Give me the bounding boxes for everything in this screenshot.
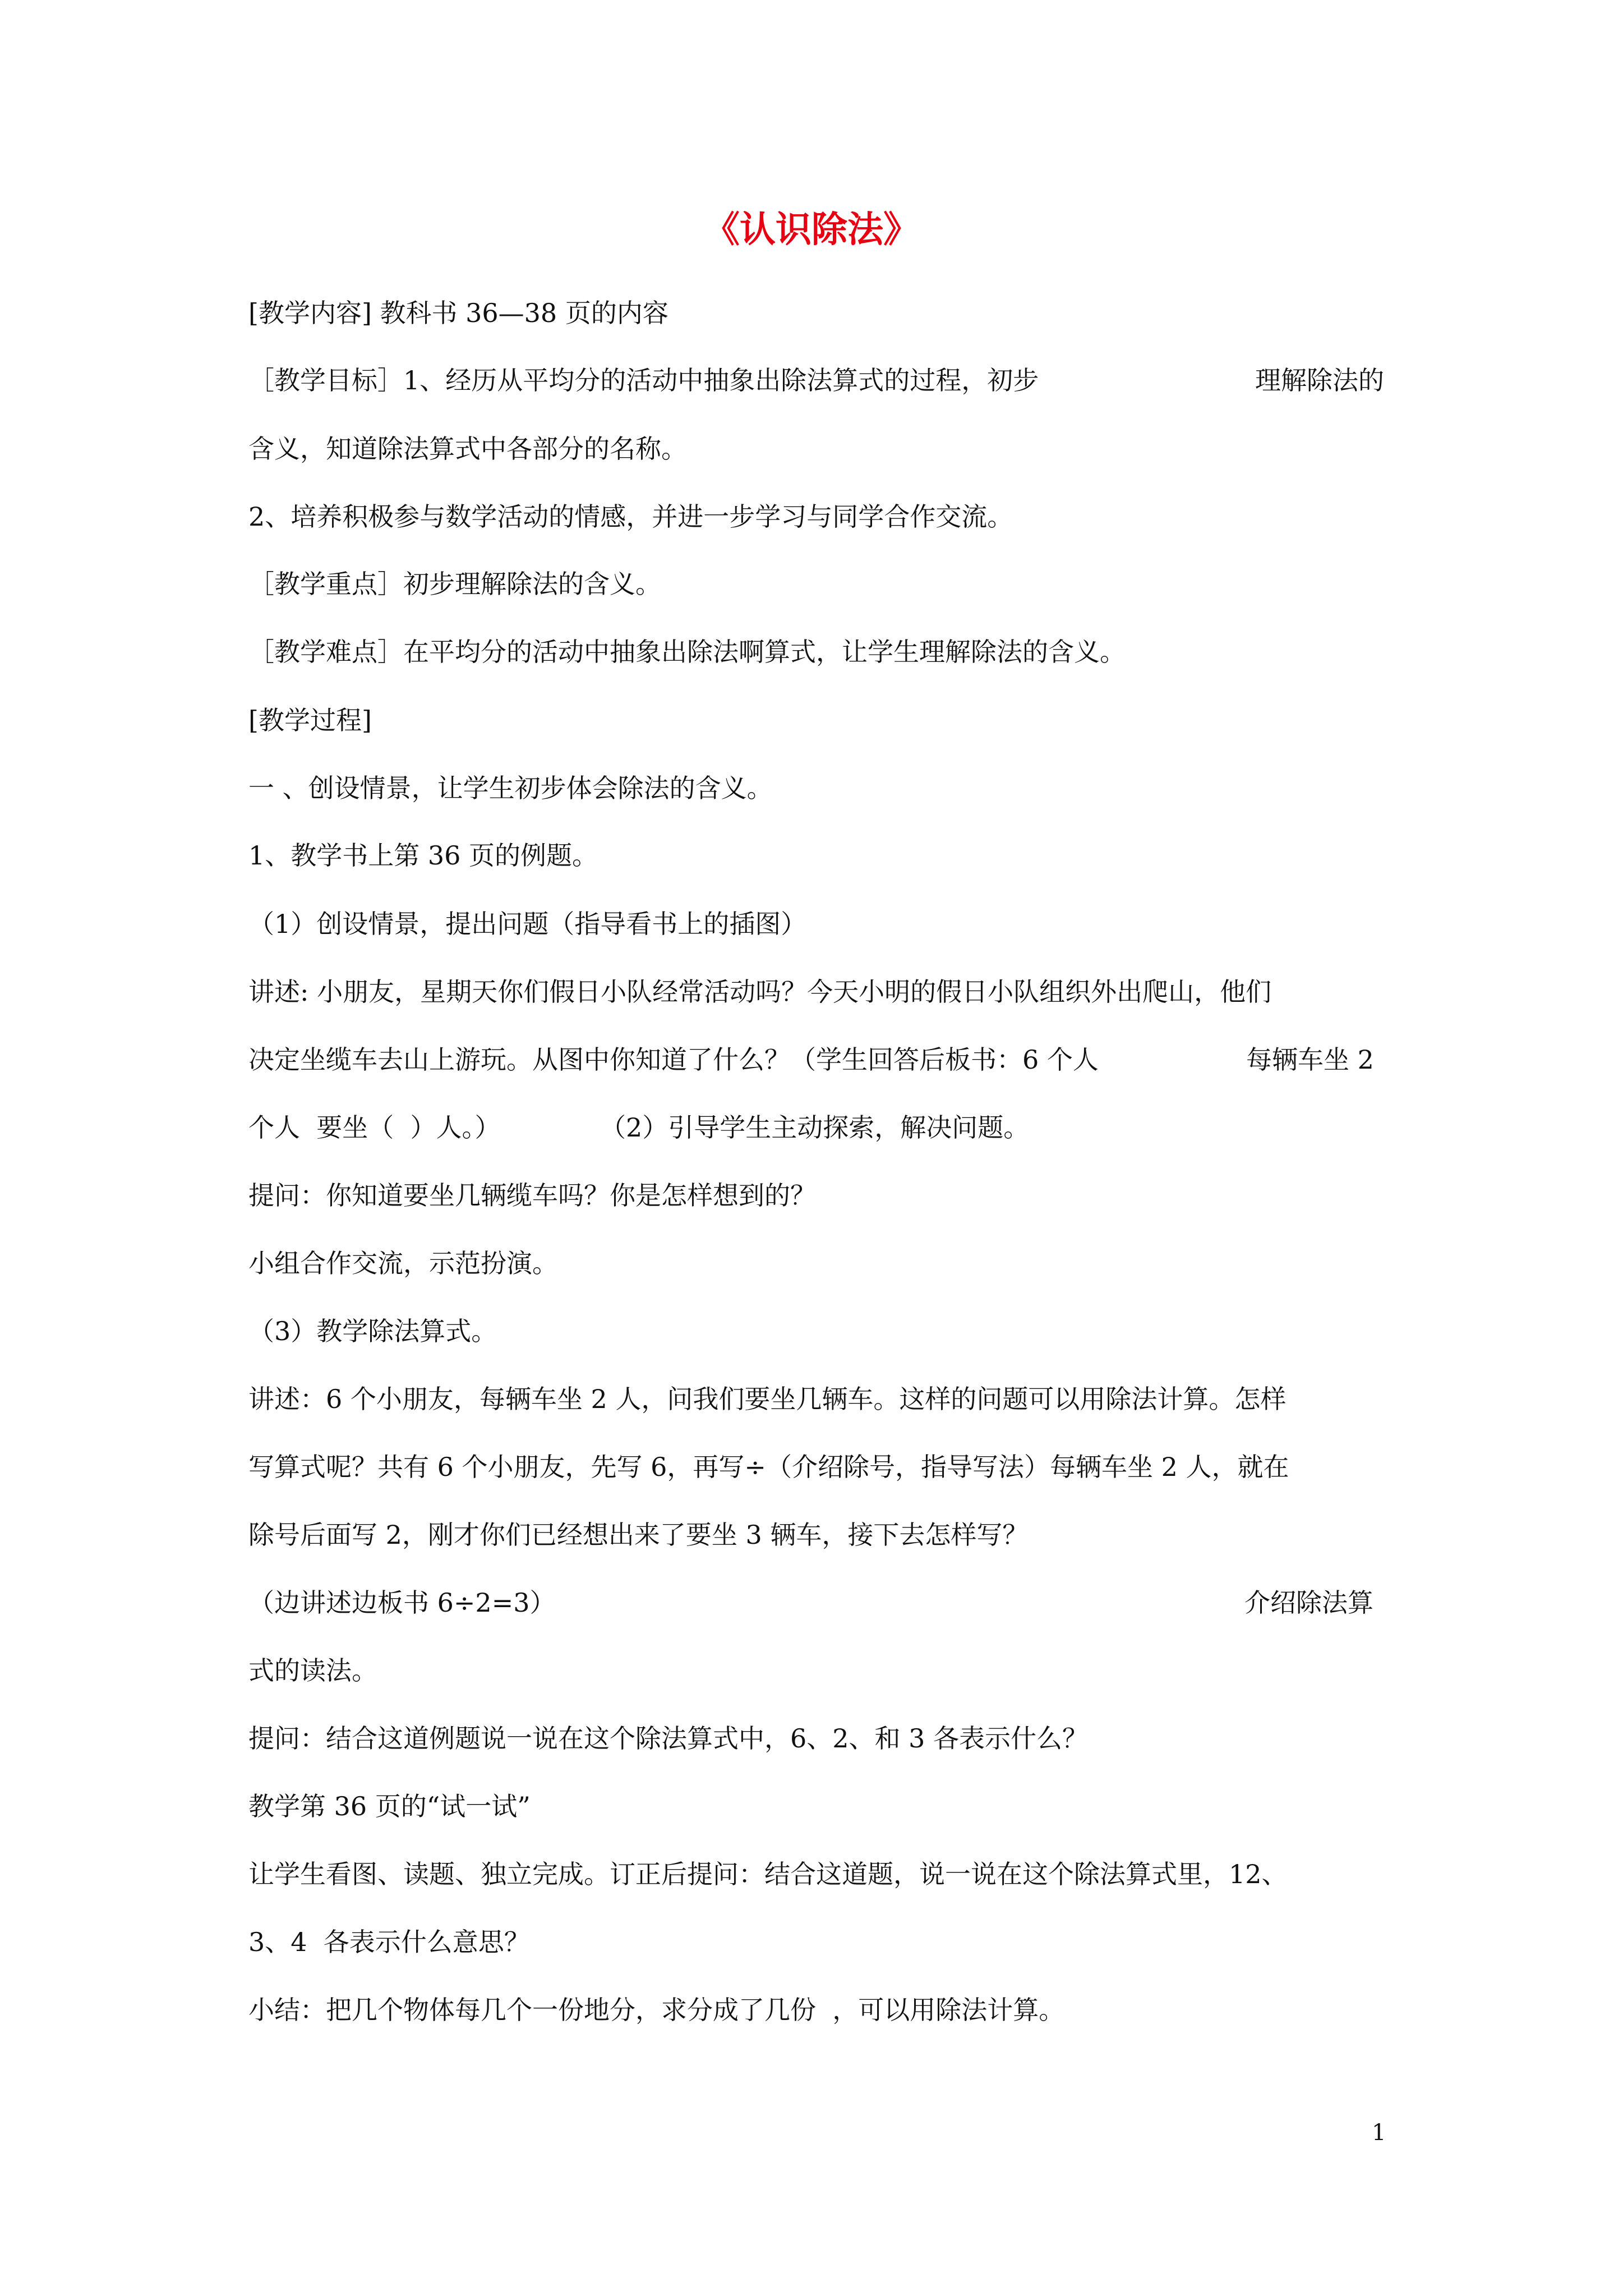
teaching-focus-line: ［教学重点］初步理解除法的含义。 bbox=[248, 569, 661, 599]
teaching-goal-line-1b: 理解除法的 bbox=[1255, 365, 1384, 395]
narration-line-1: 讲述: 小朋友，星期天你们假日小队经常活动吗？今天小明的假日小队组织外出爬山，他们 bbox=[248, 977, 1272, 1007]
narration-line-2a: 决定坐缆车去山上游玩。从图中你知道了什么？（学生回答后板书：6 个人 bbox=[248, 1045, 1099, 1075]
try-it-line: 教学第 36 页的“试一试” bbox=[248, 1791, 531, 1821]
step-1-line: （1）创设情景，提出问题（指导看书上的插图） bbox=[248, 909, 807, 939]
board-writing-line-a: （边讲述边板书 6÷2=3） bbox=[248, 1588, 556, 1618]
independent-work-line-2: 3、4 各表示什么意思？ bbox=[248, 1927, 530, 1957]
page-title: 《认识除法》 bbox=[704, 209, 919, 251]
division-narration-line-3: 除号后面写 2，刚才你们已经想出来了要坐 3 辆车，接下去怎样写？ bbox=[248, 1520, 1029, 1550]
teaching-goal-line-1a: ［教学目标］1、经历从平均分的活动中抽象出除法算式的过程，初步 bbox=[248, 365, 1039, 395]
example-line: 1、教学书上第 36 页的例题。 bbox=[248, 840, 598, 871]
teaching-content-line: [教学内容] 教科书 36—38 页的内容 bbox=[248, 298, 668, 328]
page-number: 1 bbox=[1372, 2120, 1386, 2146]
summary-line: 小结：把几个物体每几个一份地分，求分成了几份 ，可以用除法计算。 bbox=[248, 1995, 1065, 2025]
reading-method-line: 式的读法。 bbox=[248, 1655, 377, 1686]
independent-work-line-1: 让学生看图、读题、独立完成。订正后提问：结合这道题，说一说在这个除法算式里，12、 bbox=[248, 1859, 1288, 1889]
teaching-difficulty-line: ［教学难点］在平均分的活动中抽象出除法啊算式，让学生理解除法的含义。 bbox=[248, 637, 1126, 667]
teaching-goal-line-2: 含义，知道除法算式中各部分的名称。 bbox=[248, 434, 687, 464]
teaching-process-heading: [教学过程] bbox=[248, 705, 372, 735]
teaching-goal-line-3: 2、培养积极参与数学活动的情感，并进一步学习与同学合作交流。 bbox=[248, 501, 1013, 532]
narration-line-2b: 每辆车坐 2 bbox=[1246, 1045, 1374, 1075]
step-3-line: （3）教学除法算式。 bbox=[248, 1316, 497, 1346]
division-narration-line-2: 写算式呢？共有 6 个小朋友，先写 6，再写÷（介绍除号，指导写法）每辆车坐 2 人，就在 bbox=[248, 1452, 1289, 1482]
board-writing-line-b: 介绍除法算 bbox=[1244, 1588, 1373, 1618]
example-question-line: 提问：结合这道例题说一说在这个除法算式中，6、2、和 3 各表示什么？ bbox=[248, 1723, 1089, 1754]
step-2-line: （2）引导学生主动探索，解决问题。 bbox=[600, 1112, 1030, 1143]
division-narration-line-1: 讲述：6 个小朋友，每辆车坐 2 人，问我们要坐几辆车。这样的问题可以用除法计算。怎样 bbox=[248, 1384, 1287, 1414]
group-work-line: 小组合作交流，示范扮演。 bbox=[248, 1248, 558, 1278]
section-one-heading: 一 、创设情景，让学生初步体会除法的含义。 bbox=[248, 773, 773, 803]
narration-line-3a: 个人 要坐（ ）人。） bbox=[248, 1112, 501, 1143]
question-line: 提问：你知道要坐几辆缆车吗？你是怎样想到的？ bbox=[248, 1180, 816, 1211]
